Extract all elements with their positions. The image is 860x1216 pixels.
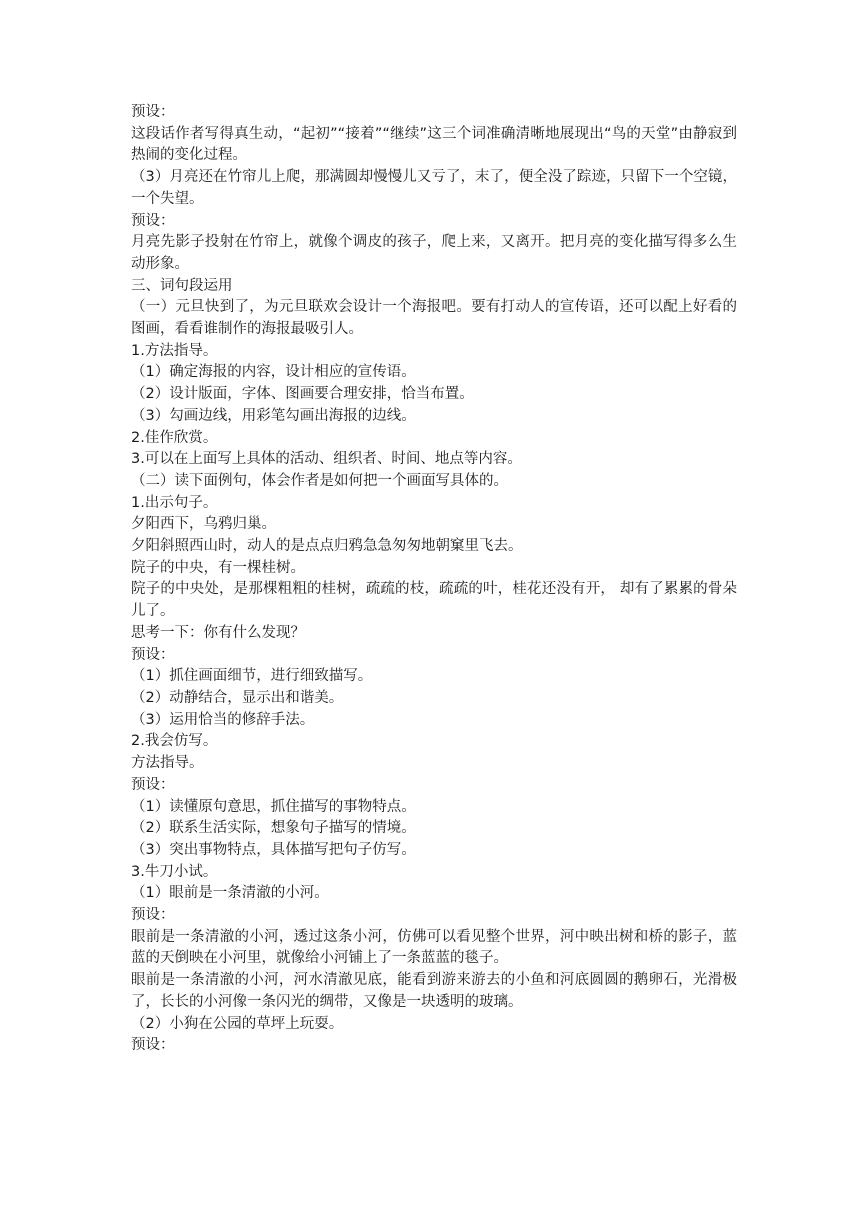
text-line: 思考一下：你有什么发现？ [131,624,305,641]
text-line: 预设： [131,212,175,229]
text-line: （1）抓住画面细节，进行细致描写。 [131,668,373,685]
text-line: 预设： [131,104,175,120]
text-line: 预设： [131,1037,175,1054]
text-line: 预设： [131,646,175,663]
text-paragraph: （一）元旦快到了，为元旦联欢会设计一个海报吧。要有打动人的宣传语，还可以配上好看的图画，看看谁制作的海报最吸引人。 [131,299,737,338]
text-line: 3.可以在上面写上具体的活动、组织者、时间、地点等内容。 [131,451,522,468]
text-paragraph: 月亮先影子投射在竹帘上，就像个调皮的孩子，爬上来，又离开。把月亮的变化描写得多么生动形象。 [131,234,737,272]
text-line: 夕阳斜照西山时，动人的是点点归鸦急急匆匆地朝窠里飞去。 [131,538,523,555]
text-line: 院子的中央，有一棵桂树。 [131,559,305,576]
text-line: 预设： [131,776,175,793]
text-paragraph: （3）月亮还在竹帘儿上爬，那满圆却慢慢儿又亏了，末了，便全没了踪迹，只留下一个空镜，一个失望。 [131,169,737,207]
text-line: （1）读懂原句意思，抓住描写的事物特点。 [131,798,416,815]
text-paragraph: 院子的中央处，是那棵粗粗的桂树，疏疏的枝，疏疏的叶，桂花还没有开， 却有了累累的骨朵儿了。 [131,581,737,620]
text-paragraph: 眼前是一条清澈的小河，透过这条小河，仿佛可以看见整个世界，河中映出树和桥的影子，蓝蓝的天倒映在小河里，就像给小河铺上了一条蓝蓝的毯子。 [131,928,737,967]
text-line: 2.佳作欣赏。 [131,429,218,446]
section-heading: 三、词句段运用 [131,277,233,294]
text-line: 2.我会仿写。 [131,733,218,750]
text-line: 3.牛刀小试。 [131,863,218,880]
document-body [131,102,737,1057]
text-line: 1.方法指导。 [131,342,218,359]
text-line: （2）联系生活实际，想象句子描写的情境。 [131,820,416,837]
text-line: （2）设计版面，字体、图画要合理安排，恰当布置。 [131,386,474,403]
text-paragraph: 这段话作者写得真生动，“起初”“接着”“继续”这三个词准确清晰地展现出“鸟的天堂”由静寂到热闹的变化过程。 [131,125,737,164]
text-line: 预设： [131,907,175,924]
text-line: （3）勾画边线，用彩笔勾画出海报的边线。 [131,407,416,424]
text-line: （2）动静结合，显示出和谐美。 [131,689,344,706]
text-line: 1.出示句子。 [131,494,218,511]
text-line: （3）突出事物特点，具体描写把句子仿写。 [131,841,416,858]
text-line: 方法指导。 [131,755,204,772]
text-line: （1）确定海报的内容，设计相应的宣传语。 [131,364,416,381]
text-paragraph: 眼前是一条清澈的小河，河水清澈见底，能看到游来游去的小鱼和河底圆圆的鹅卵石，光滑极了，长长的小河像一条闪光的绸带，又像是一块透明的玻璃。 [131,972,737,1010]
text-line: （1）眼前是一条清澈的小河。 [131,885,329,902]
text-line: （3）运用恰当的修辞手法。 [131,711,315,728]
text-line: （2）小狗在公园的草坪上玩耍。 [131,1015,344,1032]
text-line: （二）读下面例句，体会作者是如何把一个画面写具体的。 [131,472,508,489]
text-line: 夕阳西下，乌鸦归巢。 [131,516,276,533]
